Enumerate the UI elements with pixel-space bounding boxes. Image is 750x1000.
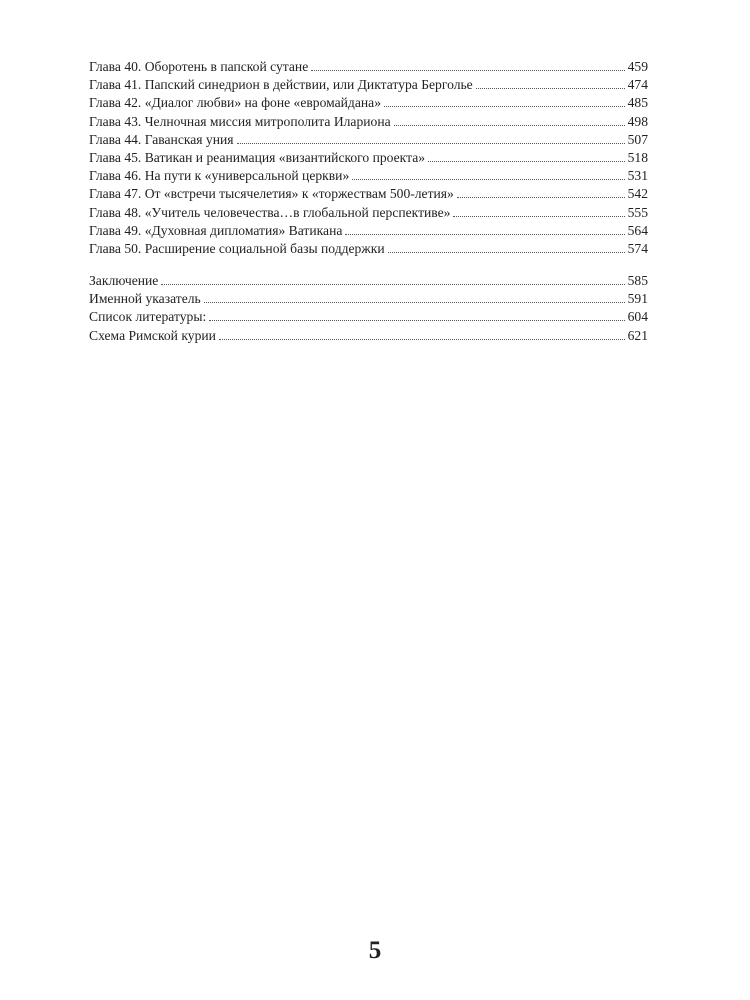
toc-dot-leader: [453, 216, 624, 217]
toc-entry-page: 574: [627, 240, 648, 256]
toc-dot-leader: [345, 234, 624, 235]
toc-entry-page: 585: [627, 273, 648, 289]
toc-entry-page: 507: [627, 131, 648, 147]
toc-entry: [89, 272, 648, 290]
toc-entry-page: 555: [627, 204, 648, 220]
toc-entry-title: Глава 48. «Учитель человечества…в глобальной перспективе»: [89, 204, 451, 220]
toc-entry-page: 485: [627, 95, 648, 111]
toc-dot-leader: [352, 179, 624, 180]
toc-dot-leader: [237, 143, 625, 144]
toc-entry: [89, 94, 648, 112]
toc-dot-leader: [161, 284, 624, 285]
toc-entry-title: Глава 40. Оборотень в папской сутане: [89, 59, 309, 74]
toc-entry-title: Схема Римской курии: [89, 327, 216, 343]
toc-entry-page: 542: [627, 186, 648, 202]
toc-entry-page: 498: [627, 113, 648, 129]
toc-dot-leader: [388, 252, 625, 253]
toc-dot-leader: [384, 106, 625, 107]
toc-entry-title: Глава 50. Расширение социальной базы поддержки: [89, 240, 385, 256]
table-of-contents: [89, 58, 648, 345]
toc-entry: [89, 204, 648, 222]
toc-dot-leader: [311, 70, 624, 71]
toc-entry: [89, 167, 648, 185]
toc-dot-leader: [394, 125, 625, 126]
toc-entry: [89, 240, 648, 258]
toc-entry-title: Глава 45. Ватикан и реанимация «византийского проекта»: [89, 149, 426, 165]
toc-entry: [89, 131, 648, 149]
toc-entry-page: 621: [627, 327, 648, 343]
toc-entry: [89, 308, 648, 326]
toc-entry: [89, 149, 648, 167]
toc-dot-leader: [476, 88, 625, 89]
toc-entry-title: Глава 46. На пути к «универсальной церкви»: [89, 168, 350, 184]
toc-entry-title: Глава 41. Папский синедрион в действии, или Диктатура Берголье: [89, 77, 473, 93]
toc-entry-page: 564: [627, 222, 648, 238]
toc-back-matter: [89, 272, 648, 345]
toc-entry-title: Глава 42. «Диалог любви» на фоне «евромайдана»: [89, 95, 381, 111]
toc-entry-title: Список литературы:: [89, 309, 207, 325]
toc-entry: [89, 222, 648, 240]
toc-gap: [89, 258, 648, 272]
toc-entry-title: Глава 47. От «встречи тысячелетия» к «торжествам 500-летия»: [89, 186, 454, 202]
toc-dot-leader: [219, 339, 625, 340]
toc-entry: [89, 185, 648, 203]
toc-dot-leader: [457, 197, 625, 198]
toc-entry-page: 459: [627, 59, 648, 74]
toc-dot-leader: [209, 320, 624, 321]
toc-entry-page: 604: [627, 309, 648, 325]
toc-chapters: [89, 58, 648, 258]
toc-entry-title: Глава 49. «Духовная дипломатия» Ватикана: [89, 222, 343, 238]
toc-entry: [89, 113, 648, 131]
toc-dot-leader: [428, 161, 625, 162]
toc-entry-page: 474: [627, 77, 648, 93]
toc-entry: [89, 327, 648, 345]
toc-entry-page: 531: [627, 168, 648, 184]
toc-dot-leader: [204, 302, 625, 303]
toc-entry: [89, 58, 648, 76]
toc-entry-title: Глава 43. Челночная миссия митрополита Илариона: [89, 113, 391, 129]
toc-entry-title: Именной указатель: [89, 291, 201, 307]
toc-entry-page: 518: [627, 149, 648, 165]
toc-entry-title: Глава 44. Гаванская уния: [89, 131, 234, 147]
toc-entry: [89, 76, 648, 94]
toc-entry-page: 591: [627, 291, 648, 307]
toc-entry-title: Заключение: [89, 273, 159, 289]
page-number: 5: [368, 937, 382, 964]
toc-entry: [89, 290, 648, 308]
